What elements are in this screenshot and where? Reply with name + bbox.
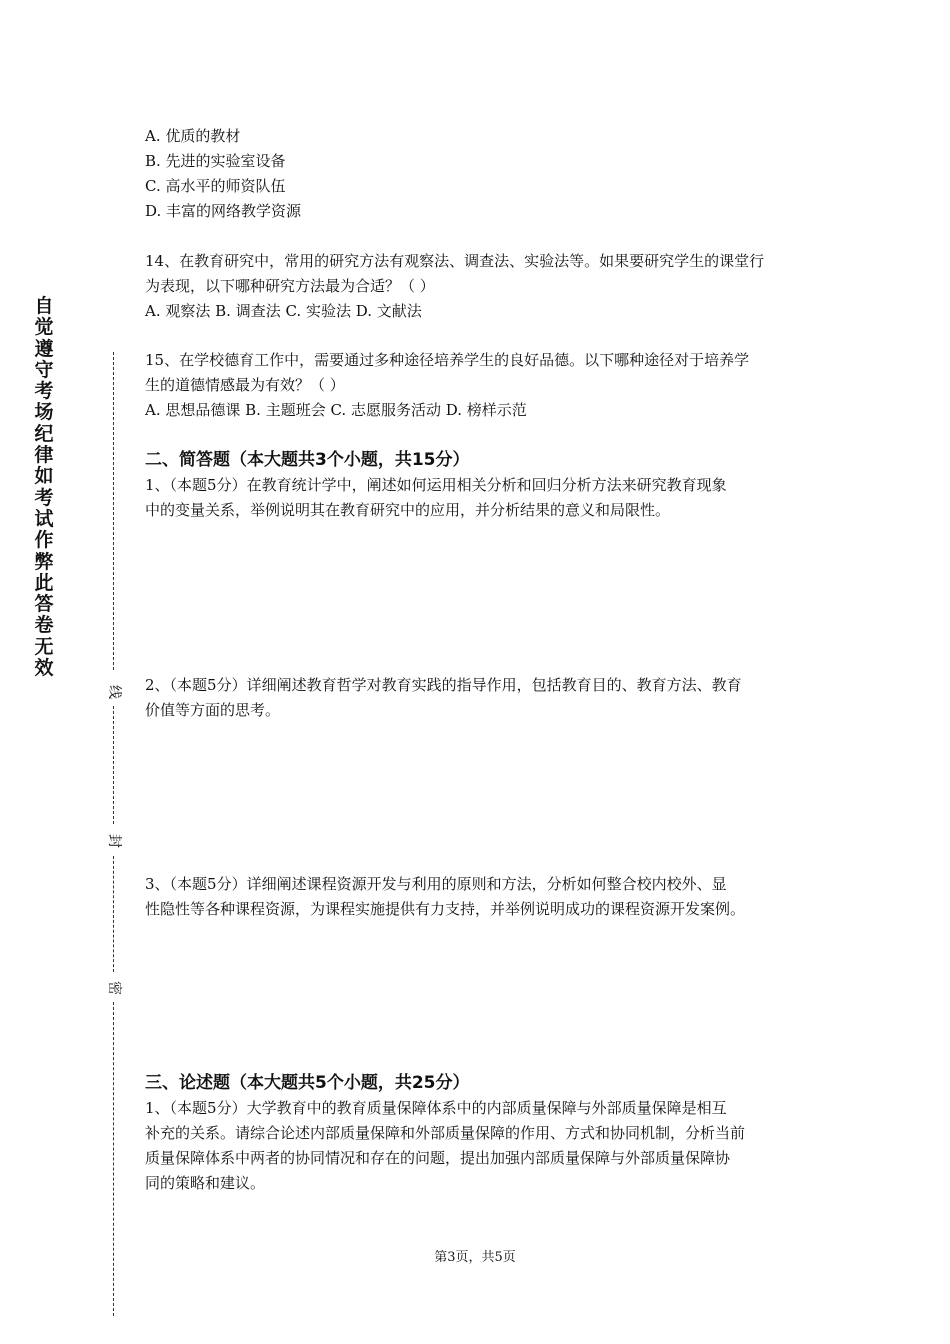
exam-integrity-warning: 自觉遵守考场纪律如考试作弊此答卷无效 xyxy=(34,295,54,680)
q13-option-a: A. 优质的教材 xyxy=(145,127,241,145)
q13-option-d: D. 丰富的网络教学资源 xyxy=(145,202,302,220)
s3-q1-line4: 同的策略和建议。 xyxy=(145,1174,266,1192)
binding-dashed-line-bottom xyxy=(113,1002,114,1316)
s3-q1-line1: 1、（本题5分）大学教育中的教育质量保障体系中的内部质量保障与外部质量保障是相互 xyxy=(145,1099,727,1117)
s3-q1-line3: 质量保障体系中两者的协同情况和存在的问题，提出加强内部质量保障与外部质量保障协 xyxy=(145,1149,731,1167)
s2-q1-line2: 中的变量关系，举例说明其在教育研究中的应用，并分析结果的意义和局限性。 xyxy=(145,501,671,519)
s2-q3-line1: 3、（本题5分）详细阐述课程资源开发与利用的原则和方法，分析如何整合校内校外、显 xyxy=(145,875,727,893)
q15-options: A. 思想品德课 B. 主题班会 C. 志愿服务活动 D. 榜样示范 xyxy=(145,401,527,419)
s2-q2-line2: 价值等方面的思考。 xyxy=(145,701,281,719)
q13-option-c: C. 高水平的师资队伍 xyxy=(145,177,286,195)
s2-q2-line1: 2、（本题5分）详细阐述教育哲学对教育实践的指导作用，包括教育目的、教育方法、教育 xyxy=(145,676,742,694)
q13-option-b: B. 先进的实验室设备 xyxy=(145,152,286,170)
binding-dashed-line-top xyxy=(113,352,114,670)
section3-heading: 三、论述题（本大题共5个小题，共25分） xyxy=(145,1073,470,1093)
s3-q1-line2: 补充的关系。请综合论述内部质量保障和外部质量保障的作用、方式和协同机制，分析当前 xyxy=(145,1124,746,1142)
page-number: 第3页，共5页 xyxy=(434,1250,516,1265)
binding-seal-label: 封 xyxy=(106,834,122,848)
s2-q1-line1: 1、（本题5分）在教育统计学中，阐述如何运用相关分析和回归分析方法来研究教育现象 xyxy=(145,476,727,494)
binding-line-label: 线 xyxy=(106,685,122,699)
section2-heading: 二、简答题（本大题共3个小题，共15分） xyxy=(145,450,470,470)
q14-text-line1: 14、在教育研究中，常用的研究方法有观察法、调查法、实验法等。如果要研究学生的课堂行 xyxy=(145,252,765,270)
q15-text-line2: 生的道德情感最为有效？（ ） xyxy=(145,376,345,394)
q14-text-line2: 为表现，以下哪种研究方法最为合适？（ ） xyxy=(145,277,435,295)
binding-secret-label: 密 xyxy=(106,981,122,995)
binding-dashed-line-mid2 xyxy=(113,856,114,972)
binding-dashed-line-mid1 xyxy=(113,706,114,824)
q14-options: A. 观察法 B. 调查法 C. 实验法 D. 文献法 xyxy=(145,302,422,320)
q15-text-line1: 15、在学校德育工作中，需要通过多种途径培养学生的良好品德。以下哪种途径对于培养学 xyxy=(145,351,750,369)
s2-q3-line2: 性隐性等各种课程资源，为课程实施提供有力支持，并举例说明成功的课程资源开发案例。 xyxy=(145,900,746,918)
